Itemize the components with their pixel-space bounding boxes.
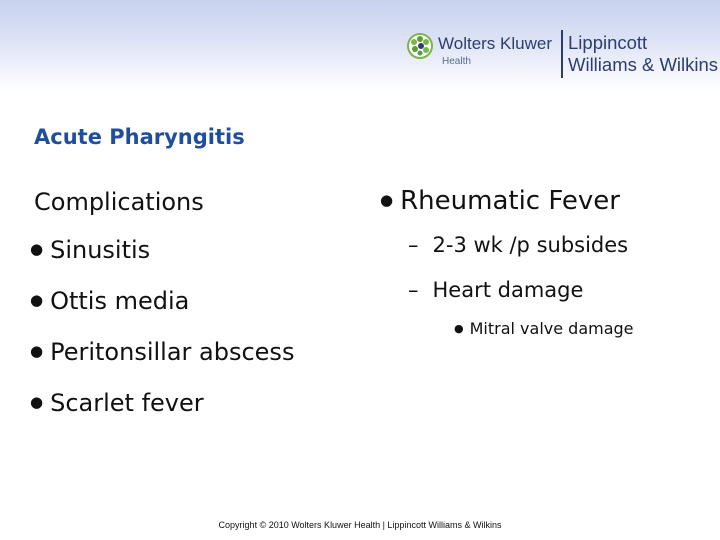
bullet-icon: ● bbox=[380, 191, 394, 209]
bullet-icon: ● bbox=[30, 291, 44, 309]
bullet-icon: ● bbox=[30, 240, 44, 258]
mitral-valve-label: Mitral valve damage bbox=[469, 319, 634, 338]
logo-divider bbox=[561, 30, 563, 78]
logo-subbrand-text: Health bbox=[442, 56, 471, 67]
rheumatic-fever-label: Rheumatic Fever bbox=[400, 186, 620, 216]
list-item bbox=[30, 236, 294, 287]
sub-list-item-label: 2-3 wk /p subsides bbox=[432, 233, 629, 257]
dash-bullet-icon: – bbox=[408, 233, 419, 257]
dash-bullet-icon: – bbox=[408, 278, 419, 302]
logo-partner-line2: Williams & Wilkins bbox=[568, 54, 719, 75]
mitral-valve-item bbox=[454, 319, 634, 338]
logo-partner-line1: Lippincott bbox=[568, 32, 648, 53]
list-item-label: Peritonsillar abscess bbox=[50, 338, 295, 366]
complications-list bbox=[30, 236, 294, 440]
list-item bbox=[30, 287, 294, 338]
bullet-icon: ● bbox=[454, 322, 464, 335]
slide-title: Acute Pharyngitis bbox=[34, 125, 245, 149]
copyright-footer: Copyright © 2010 Wolters Kluwer Health | Lippincott Williams & Wilkins bbox=[218, 520, 502, 530]
rheumatic-fever-item bbox=[380, 186, 710, 216]
complications-heading: Complications bbox=[34, 188, 204, 216]
globe-logo-icon bbox=[406, 32, 434, 60]
bullet-icon: ● bbox=[30, 393, 44, 411]
sub-list-item bbox=[408, 278, 628, 323]
sub-list-item bbox=[408, 233, 628, 278]
list-item-label: Scarlet fever bbox=[50, 389, 204, 417]
logo-brand-text: Wolters Kluwer bbox=[438, 34, 552, 53]
rheumatic-fever-sublist bbox=[408, 233, 628, 323]
list-item-label: Sinusitis bbox=[50, 236, 151, 264]
logo-partner-text bbox=[568, 32, 718, 76]
list-item bbox=[30, 389, 294, 440]
list-item-label: Ottis media bbox=[50, 287, 190, 315]
list-item bbox=[30, 338, 294, 389]
sub-list-item-label: Heart damage bbox=[432, 278, 584, 302]
bullet-icon: ● bbox=[30, 342, 44, 360]
rheumatic-fever-section bbox=[380, 186, 710, 338]
